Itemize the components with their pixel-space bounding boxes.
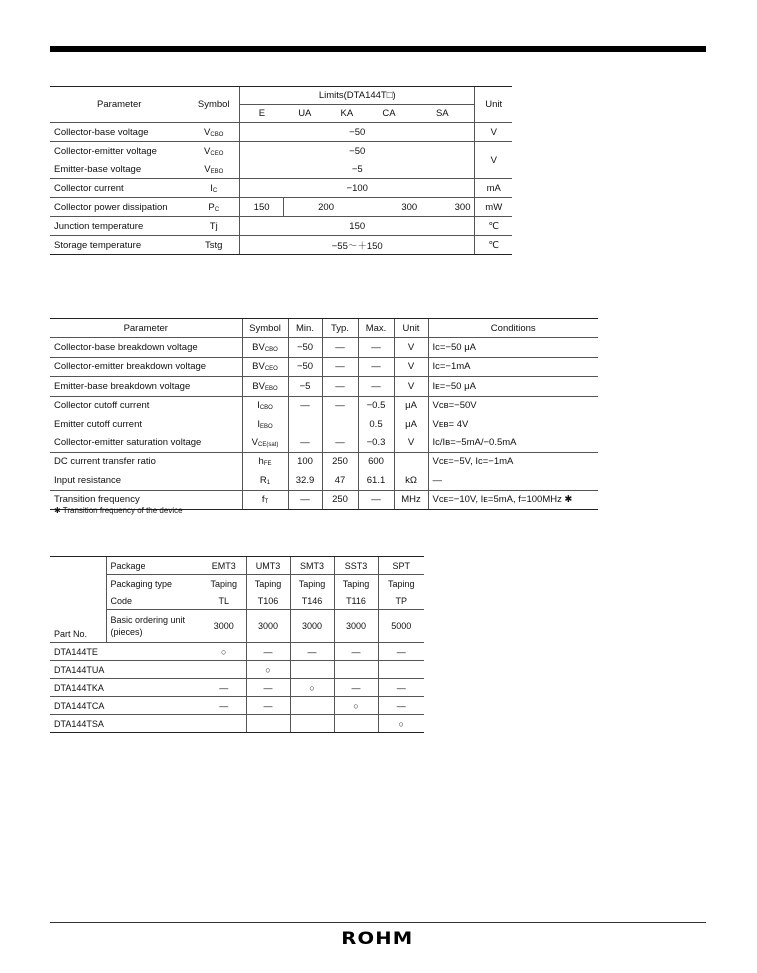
table-row: Collector current $I_C$ −100 mA [50,179,512,198]
pkg-ka: KA [326,105,368,123]
col-parameter: Parameter [50,319,242,338]
table-row: Collector-emitter voltage $V_{CEO}$ −50 V [50,142,512,161]
table-row: Input resistance $R_1$ 32.9 47 61.1 kΩ — [50,471,598,490]
table-row: DTA144TCA — — ○ — [50,697,424,715]
col-max: Max. [358,319,394,338]
pkg-ua: UA [284,105,326,123]
absolute-maximum-ratings-table [50,86,512,255]
table-row: Emitter cutoff current $I_{EBO}$ 0.5 μA Vᴇʙ= 4V [50,415,598,433]
col-symbol: Symbol [188,87,239,123]
packaging-table: Part No. Package EMT3 UMT3 SMT3 SST3 SPT Packaging type Taping Taping Taping Taping Taping Code TL T106 T146 T116 TP Basic ordering unit (pieces) 3000 3000 3000 3000 5000 DTA144TE ○ — — — — DTA144TUA ○ DTA144TKA — — ○ — — DTA144TCA — — ○ — DTA144TSA ○ [50,556,424,733]
footer-rule [50,922,706,923]
table-row: Emitter-base voltage $V_{EBO}$ −5 [50,160,512,179]
electrical-characteristics-table [50,318,598,510]
table-row: Collector cutoff current $I_{CBO}$ — — −0.5 μA Vᴄʙ=−50V [50,396,598,415]
pkg-ca: CA [368,105,410,123]
table-row: Collector power dissipation $P_C$ 150 200 300 300 mW [50,198,512,217]
table-row: DTA144TKA — — ○ — — [50,679,424,697]
col-parameter: Parameter [50,87,188,123]
col-conditions: Conditions [428,319,598,338]
table-row: DTA144TSA ○ [50,715,424,733]
col-unit: Unit [475,87,512,123]
col-unit: Unit [394,319,428,338]
table-row: Collector-emitter saturation voltage $V_{CE(sat)}$ — — −0.3 V Iᴄ/Iʙ=−5mA/−0.5mA [50,433,598,452]
part-no-label: Part No. [50,557,106,643]
col-typ: Typ. [322,319,358,338]
rohm-logo: ROHM [341,929,414,949]
header-rule [50,46,706,52]
table-row: DTA144TE ○ — — — — [50,643,424,661]
table-row: Emitter-base breakdown voltage $BV_{EBO}$ −5 — — V Iᴇ=−50 μA [50,377,598,396]
table-row: Transition frequency $f_T$ — 250 — MHz Vᴄᴇ=−10V, Iᴇ=5mA, f=100MHz ✱ [50,490,598,509]
table-row: Collector-base voltage $V_{CBO}$ −50 V [50,123,512,142]
col-symbol: Symbol [242,319,288,338]
table-row: DC current transfer ratio $h_{FE}$ 100 250 600 Vᴄᴇ=−5V, Iᴄ=−1mA [50,452,598,471]
table-row: DTA144TUA ○ [50,661,424,679]
col-limits: Limits(DTA144T□) [239,87,475,105]
pkg-e: E [239,105,283,123]
table-row: Collector-emitter breakdown voltage $BV_{CEO}$ −50 — — V Iᴄ=−1mA [50,357,598,376]
table-row: Junction temperature Tj 150 ℃ [50,217,512,236]
col-min: Min. [288,319,322,338]
footnote: ✱ Transition frequency of the device [54,506,183,515]
table-row: Storage temperature Tstg −55～＋150 ℃ [50,236,512,255]
table-row: Collector-base breakdown voltage $BV_{CBO}$ −50 — — V Iᴄ=−50 μA [50,338,598,357]
pkg-sa: SA [410,105,475,123]
